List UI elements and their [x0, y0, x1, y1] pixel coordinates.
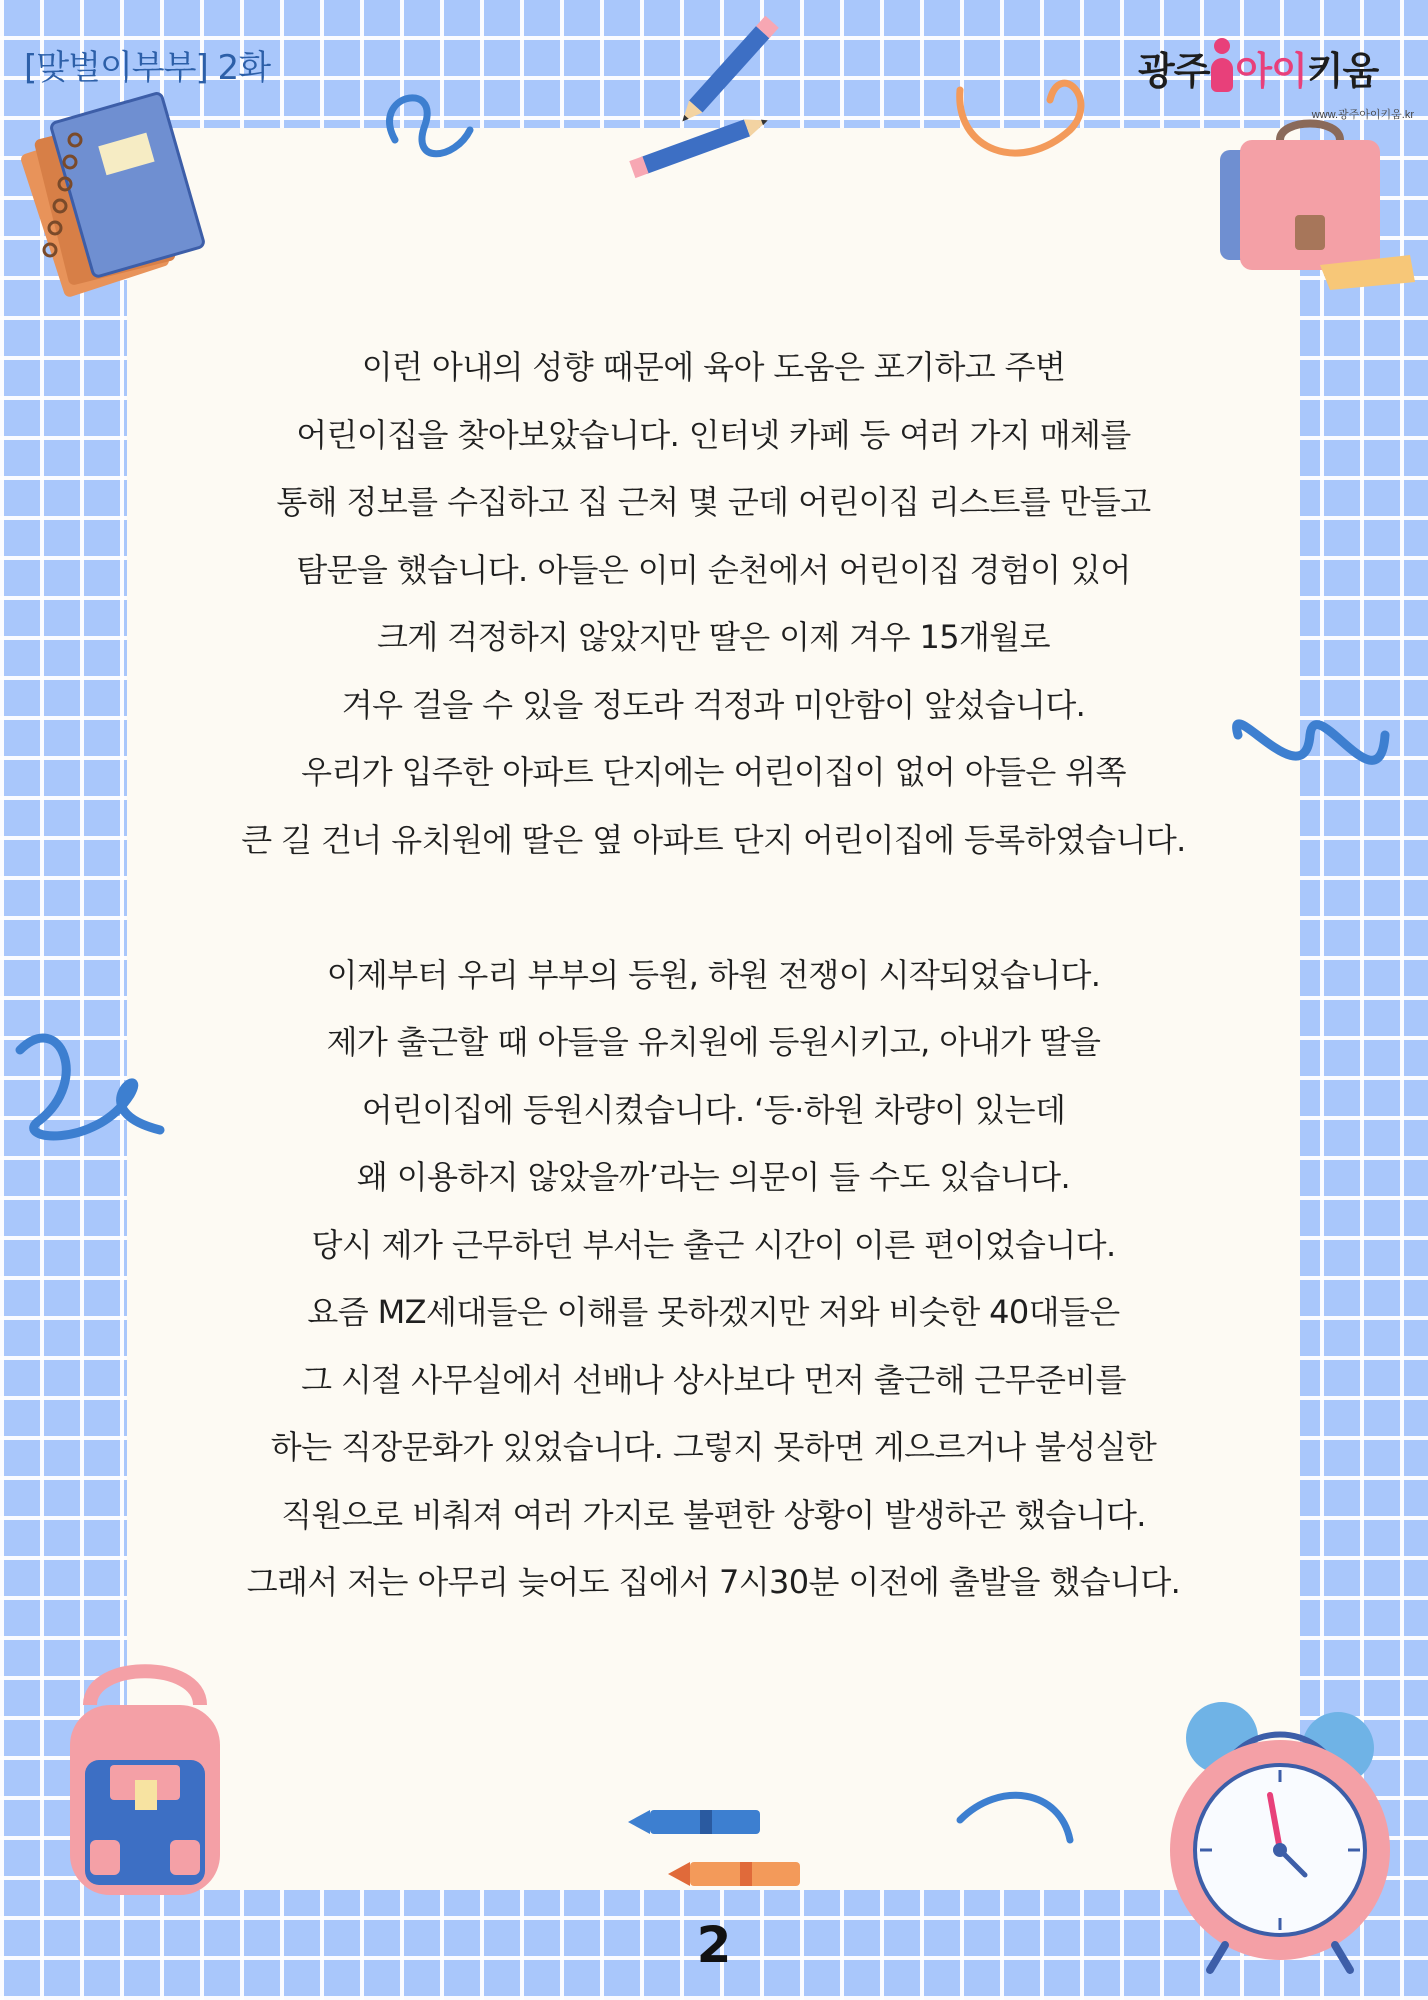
- logo-url: www.광주아이키움.kr: [1311, 109, 1414, 121]
- brand-logo: [1138, 40, 1414, 126]
- body-line: 당시 제가 근무하던 부서는 출근 시간이 이른 편이었습니다.: [311, 1225, 1116, 1264]
- body-line: 크게 걱정하지 않았지만 딸은 이제 겨우 15개월로: [377, 618, 1050, 656]
- logo-text-before: 광주: [1138, 49, 1210, 93]
- logo-text-after: 키움: [1306, 49, 1379, 93]
- paragraph-gap: [127, 874, 1300, 942]
- body-line: 하는 직장문화가 있었습니다. 그렇지 못하면 게으르거나 불성실한: [270, 1428, 1157, 1466]
- page-number: 2: [696, 1916, 732, 1974]
- body-line: 이제부터 우리 부부의 등원, 하원 전쟁이 시작되었습니다.: [326, 955, 1101, 994]
- logo-i-icon: [1209, 42, 1235, 92]
- body-line: 탐문을 했습니다. 아들은 이미 순천에서 어린이집 경험이 있어: [296, 550, 1131, 589]
- series-label: [맞벌이부부] 2화: [24, 48, 271, 88]
- body-line: 어린이집을 찾아보았습니다. 인터넷 카페 등 여러 가지 매체를: [296, 415, 1131, 454]
- body-line: 어린이집에 등원시켰습니다. ‘등·하원 차량이 있는데: [361, 1090, 1066, 1129]
- body-line: 이런 아내의 성향 때문에 육아 도움은 포기하고 주변: [361, 348, 1066, 386]
- body-line: 큰 길 건너 유치원에 딸은 옆 아파트 단지 어린이집에 등록하였습니다.: [241, 820, 1186, 859]
- logo-wordmark: [1138, 40, 1414, 95]
- body-line: 왜 이용하지 않았을까’라는 의문이 들 수도 있습니다.: [356, 1158, 1071, 1196]
- body-line: 그 시절 사무실에서 선배나 상사보다 먼저 출근해 근무준비를: [301, 1360, 1126, 1399]
- body-line: 제가 출근할 때 아들을 유치원에 등원시키고, 아내가 딸을: [326, 1023, 1101, 1061]
- body-line: 그래서 저는 아무리 늦어도 집에서 7시30분 이전에 출발을 했습니다.: [246, 1563, 1181, 1601]
- logo-text-pink: 아이: [1235, 49, 1307, 93]
- body-line: 겨우 걸을 수 있을 정도라 걱정과 미안함이 앞섰습니다.: [341, 685, 1086, 724]
- body-line: 우리가 입주한 아파트 단지에는 어린이집이 없어 아들은 위쪽: [301, 753, 1126, 791]
- body-line: 요즘 MZ세대들은 이해를 못하겠지만 저와 비슷한 40대들은: [307, 1293, 1120, 1331]
- body-line: 통해 정보를 수집하고 집 근처 몇 군데 어린이집 리스트를 만들고: [276, 483, 1151, 521]
- body-line: 직원으로 비춰져 여러 가지로 불편한 상황이 발생하곤 했습니다.: [281, 1495, 1146, 1534]
- article-body: [127, 334, 1300, 1617]
